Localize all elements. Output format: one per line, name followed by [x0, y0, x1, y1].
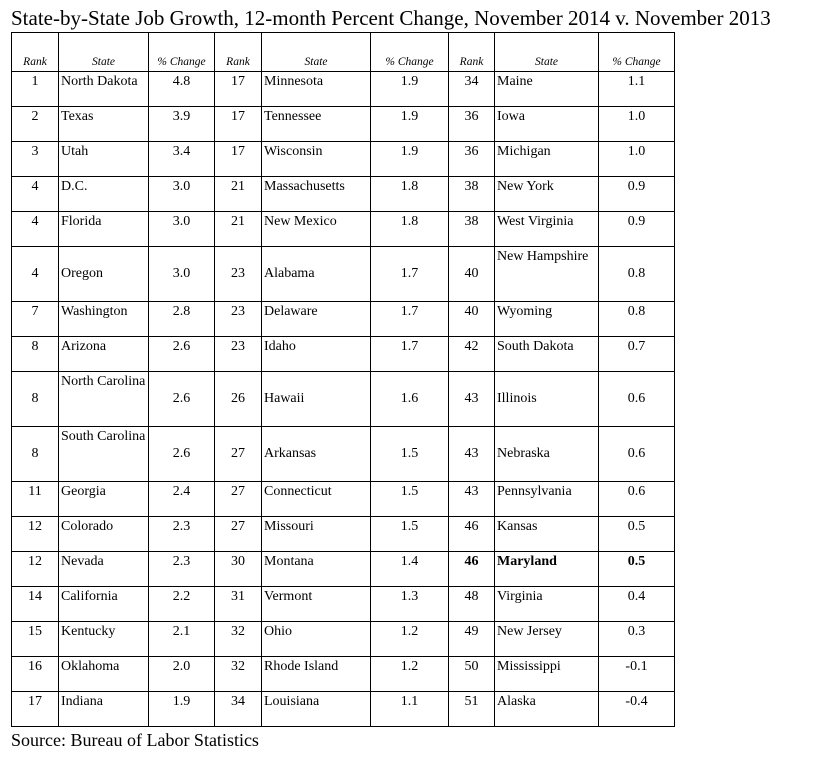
- header-pct-change: % Change: [371, 33, 449, 72]
- state-cell: Arkansas: [262, 427, 371, 482]
- state-cell: New Hampshire: [495, 247, 599, 302]
- pct-change-cell: 1.5: [371, 517, 449, 552]
- pct-change-cell: 1.5: [371, 427, 449, 482]
- header-pct-change: % Change: [599, 33, 675, 72]
- state-cell: Hawaii: [262, 372, 371, 427]
- rank-cell: 1: [12, 72, 59, 107]
- rank-cell: 27: [215, 517, 262, 552]
- state-cell: Iowa: [495, 107, 599, 142]
- pct-change-cell: 1.9: [371, 107, 449, 142]
- rank-cell: 49: [449, 622, 495, 657]
- header-pct-change: % Change: [149, 33, 215, 72]
- table-row: [12, 337, 675, 372]
- rank-cell: 4: [12, 247, 59, 302]
- rank-cell: 3: [12, 142, 59, 177]
- rank-cell: 27: [215, 482, 262, 517]
- rank-cell: 4: [12, 212, 59, 247]
- state-cell: California: [59, 587, 149, 622]
- pct-change-cell: 1.4: [371, 552, 449, 587]
- state-cell: Pennsylvania: [495, 482, 599, 517]
- table-row: [12, 482, 675, 517]
- pct-change-cell: 1.9: [149, 692, 215, 727]
- rank-cell: 8: [12, 372, 59, 427]
- state-cell: New Jersey: [495, 622, 599, 657]
- rank-cell: 34: [449, 72, 495, 107]
- pct-change-cell: 2.2: [149, 587, 215, 622]
- table-row: [12, 72, 675, 107]
- table-row: [12, 657, 675, 692]
- state-cell: Kansas: [495, 517, 599, 552]
- state-cell: Tennessee: [262, 107, 371, 142]
- state-cell: Oklahoma: [59, 657, 149, 692]
- rank-cell: 21: [215, 212, 262, 247]
- pct-change-cell: 2.4: [149, 482, 215, 517]
- state-cell: Washington: [59, 302, 149, 337]
- state-cell: Louisiana: [262, 692, 371, 727]
- rank-cell: 38: [449, 212, 495, 247]
- rank-cell: 51: [449, 692, 495, 727]
- rank-cell: 4: [12, 177, 59, 212]
- rank-cell: 48: [449, 587, 495, 622]
- state-cell: Alabama: [262, 247, 371, 302]
- state-cell: Arizona: [59, 337, 149, 372]
- rank-cell: 26: [215, 372, 262, 427]
- state-cell: Florida: [59, 212, 149, 247]
- rank-cell: 12: [12, 552, 59, 587]
- state-cell: Minnesota: [262, 72, 371, 107]
- rank-cell: 17: [215, 142, 262, 177]
- pct-change-cell: 0.5: [599, 517, 675, 552]
- state-cell: Virginia: [495, 587, 599, 622]
- table-row: [12, 212, 675, 247]
- rank-cell: 36: [449, 142, 495, 177]
- rank-cell: 27: [215, 427, 262, 482]
- state-cell: Missouri: [262, 517, 371, 552]
- table-row: [12, 107, 675, 142]
- state-cell: Georgia: [59, 482, 149, 517]
- table-row: [12, 372, 675, 427]
- table-row: [12, 302, 675, 337]
- pct-change-cell: 0.4: [599, 587, 675, 622]
- state-cell: Ohio: [262, 622, 371, 657]
- state-cell: Delaware: [262, 302, 371, 337]
- pct-change-cell: 1.6: [371, 372, 449, 427]
- pct-change-cell: 4.8: [149, 72, 215, 107]
- pct-change-cell: 2.6: [149, 427, 215, 482]
- pct-change-cell: 1.7: [371, 302, 449, 337]
- rank-cell: 40: [449, 247, 495, 302]
- rank-cell: 7: [12, 302, 59, 337]
- pct-change-cell: 1.8: [371, 212, 449, 247]
- header-state: State: [262, 33, 371, 72]
- rank-cell: 50: [449, 657, 495, 692]
- table-row: [12, 177, 675, 212]
- state-cell: Nevada: [59, 552, 149, 587]
- state-cell: Indiana: [59, 692, 149, 727]
- pct-change-cell: 2.6: [149, 337, 215, 372]
- pct-change-cell: 1.2: [371, 657, 449, 692]
- pct-change-cell: 1.1: [371, 692, 449, 727]
- pct-change-cell: 2.3: [149, 552, 215, 587]
- pct-change-cell: 0.7: [599, 337, 675, 372]
- table-row: [12, 622, 675, 657]
- header-rank: Rank: [12, 33, 59, 72]
- rank-cell: 17: [215, 107, 262, 142]
- state-cell: Montana: [262, 552, 371, 587]
- state-cell: D.C.: [59, 177, 149, 212]
- rank-cell: 17: [215, 72, 262, 107]
- state-cell: South Dakota: [495, 337, 599, 372]
- state-cell: Connecticut: [262, 482, 371, 517]
- rank-cell: 43: [449, 482, 495, 517]
- state-cell: New Mexico: [262, 212, 371, 247]
- state-cell: West Virginia: [495, 212, 599, 247]
- pct-change-cell: 2.0: [149, 657, 215, 692]
- header-rank: Rank: [215, 33, 262, 72]
- state-cell: Colorado: [59, 517, 149, 552]
- pct-change-cell: 2.3: [149, 517, 215, 552]
- rank-cell: 23: [215, 247, 262, 302]
- rank-cell: 17: [12, 692, 59, 727]
- pct-change-cell: 0.5: [599, 552, 675, 587]
- rank-cell: 14: [12, 587, 59, 622]
- source-note: Source: Bureau of Labor Statistics: [11, 730, 259, 750]
- pct-change-cell: 0.3: [599, 622, 675, 657]
- pct-change-cell: 2.8: [149, 302, 215, 337]
- state-cell: Wisconsin: [262, 142, 371, 177]
- header-state: State: [495, 33, 599, 72]
- pct-change-cell: 1.0: [599, 107, 675, 142]
- rank-cell: 40: [449, 302, 495, 337]
- state-cell: Maryland: [495, 552, 599, 587]
- pct-change-cell: 1.2: [371, 622, 449, 657]
- pct-change-cell: 2.1: [149, 622, 215, 657]
- table-row: [12, 517, 675, 552]
- rank-cell: 31: [215, 587, 262, 622]
- pct-change-cell: 1.3: [371, 587, 449, 622]
- header-rank: Rank: [449, 33, 495, 72]
- rank-cell: 36: [449, 107, 495, 142]
- state-cell: North Dakota: [59, 72, 149, 107]
- pct-change-cell: 2.6: [149, 372, 215, 427]
- table-row: [12, 692, 675, 727]
- rank-cell: 2: [12, 107, 59, 142]
- rank-cell: 43: [449, 372, 495, 427]
- pct-change-cell: 1.0: [599, 142, 675, 177]
- rank-cell: 46: [449, 552, 495, 587]
- state-cell: Idaho: [262, 337, 371, 372]
- state-cell: Oregon: [59, 247, 149, 302]
- rank-cell: 42: [449, 337, 495, 372]
- pct-change-cell: 0.9: [599, 177, 675, 212]
- rank-cell: 32: [215, 622, 262, 657]
- pct-change-cell: 3.0: [149, 212, 215, 247]
- state-cell: North Carolina: [59, 372, 149, 427]
- rank-cell: 23: [215, 337, 262, 372]
- pct-change-cell: 1.9: [371, 142, 449, 177]
- pct-change-cell: 0.8: [599, 302, 675, 337]
- rank-cell: 8: [12, 337, 59, 372]
- header-state: State: [59, 33, 149, 72]
- rank-cell: 32: [215, 657, 262, 692]
- rank-cell: 46: [449, 517, 495, 552]
- state-cell: Maine: [495, 72, 599, 107]
- state-cell: New York: [495, 177, 599, 212]
- rank-cell: 8: [12, 427, 59, 482]
- rank-cell: 38: [449, 177, 495, 212]
- pct-change-cell: 0.6: [599, 482, 675, 517]
- rank-cell: 34: [215, 692, 262, 727]
- state-cell: Utah: [59, 142, 149, 177]
- pct-change-cell: 1.7: [371, 247, 449, 302]
- rank-cell: 30: [215, 552, 262, 587]
- pct-change-cell: 3.4: [149, 142, 215, 177]
- state-cell: Michigan: [495, 142, 599, 177]
- rank-cell: 23: [215, 302, 262, 337]
- rank-cell: 15: [12, 622, 59, 657]
- pct-change-cell: 3.0: [149, 177, 215, 212]
- pct-change-cell: 3.9: [149, 107, 215, 142]
- state-cell: Massachusetts: [262, 177, 371, 212]
- pct-change-cell: 1.8: [371, 177, 449, 212]
- state-cell: Texas: [59, 107, 149, 142]
- state-cell: Illinois: [495, 372, 599, 427]
- table-row: [12, 427, 675, 482]
- state-cell: South Carolina: [59, 427, 149, 482]
- table-row: [12, 552, 675, 587]
- job-growth-table: [11, 32, 675, 727]
- pct-change-cell: 1.9: [371, 72, 449, 107]
- pct-change-cell: 0.6: [599, 372, 675, 427]
- pct-change-cell: -0.4: [599, 692, 675, 727]
- pct-change-cell: -0.1: [599, 657, 675, 692]
- rank-cell: 43: [449, 427, 495, 482]
- pct-change-cell: 0.6: [599, 427, 675, 482]
- state-cell: Kentucky: [59, 622, 149, 657]
- pct-change-cell: 0.9: [599, 212, 675, 247]
- pct-change-cell: 1.7: [371, 337, 449, 372]
- state-cell: Mississippi: [495, 657, 599, 692]
- rank-cell: 12: [12, 517, 59, 552]
- pct-change-cell: 1.1: [599, 72, 675, 107]
- rank-cell: 21: [215, 177, 262, 212]
- header-row: [12, 33, 675, 72]
- state-cell: Vermont: [262, 587, 371, 622]
- page-title: State-by-State Job Growth, 12-month Percent Change, November 2014 v. November 2013: [11, 6, 771, 30]
- pct-change-cell: 0.8: [599, 247, 675, 302]
- pct-change-cell: 1.5: [371, 482, 449, 517]
- table-row: [12, 587, 675, 622]
- state-cell: Rhode Island: [262, 657, 371, 692]
- state-cell: Wyoming: [495, 302, 599, 337]
- table-body: [12, 72, 675, 727]
- table-row: [12, 247, 675, 302]
- state-cell: Alaska: [495, 692, 599, 727]
- state-cell: Nebraska: [495, 427, 599, 482]
- rank-cell: 16: [12, 657, 59, 692]
- pct-change-cell: 3.0: [149, 247, 215, 302]
- table-row: [12, 142, 675, 177]
- rank-cell: 11: [12, 482, 59, 517]
